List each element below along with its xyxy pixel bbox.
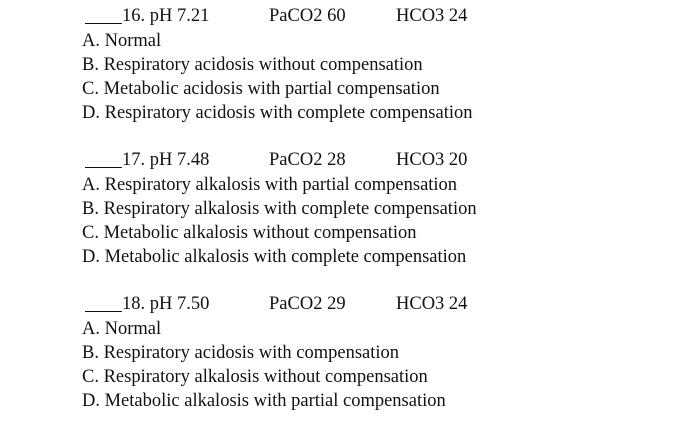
paco2-value: PaCO2 29	[269, 294, 346, 314]
answer-blank	[85, 23, 122, 24]
hco3-value: HCO3 24	[396, 294, 468, 314]
hco3-value: HCO3 20	[396, 150, 468, 170]
option-d: D. Metabolic alkalosis with partial compensation	[82, 391, 446, 411]
hco3-value: HCO3 24	[396, 6, 468, 26]
question-number-ph: 17. pH 7.48	[122, 150, 210, 170]
option-a: A. Respiratory alkalosis with partial compensation	[82, 175, 458, 195]
option-d: D. Respiratory acidosis with complete compensation	[82, 103, 473, 123]
question-number-ph: 18. pH 7.50	[122, 294, 210, 314]
answer-blank	[85, 167, 122, 168]
paco2-value: PaCO2 60	[269, 6, 346, 26]
paco2-value: PaCO2 28	[269, 150, 346, 170]
question-stem	[82, 292, 682, 317]
option-b: B. Respiratory acidosis with compensation	[82, 343, 400, 363]
question-number-ph: 16. pH 7.21	[122, 6, 210, 26]
question-16	[82, 4, 682, 125]
question-18	[82, 292, 682, 413]
option-a: A. Normal	[82, 319, 162, 339]
question-stem	[82, 148, 682, 173]
question-17	[82, 148, 682, 269]
option-d: D. Metabolic alkalosis with complete compensation	[82, 247, 467, 267]
option-c: C. Metabolic alkalosis without compensation	[82, 223, 417, 243]
option-b: B. Respiratory alkalosis with complete compensation	[82, 199, 477, 219]
answer-blank	[85, 311, 122, 312]
option-b: B. Respiratory acidosis without compensation	[82, 55, 423, 75]
question-stem	[82, 4, 682, 29]
option-c: C. Metabolic acidosis with partial compensation	[82, 79, 440, 99]
option-c: C. Respiratory alkalosis without compensation	[82, 367, 428, 387]
option-a: A. Normal	[82, 31, 162, 51]
